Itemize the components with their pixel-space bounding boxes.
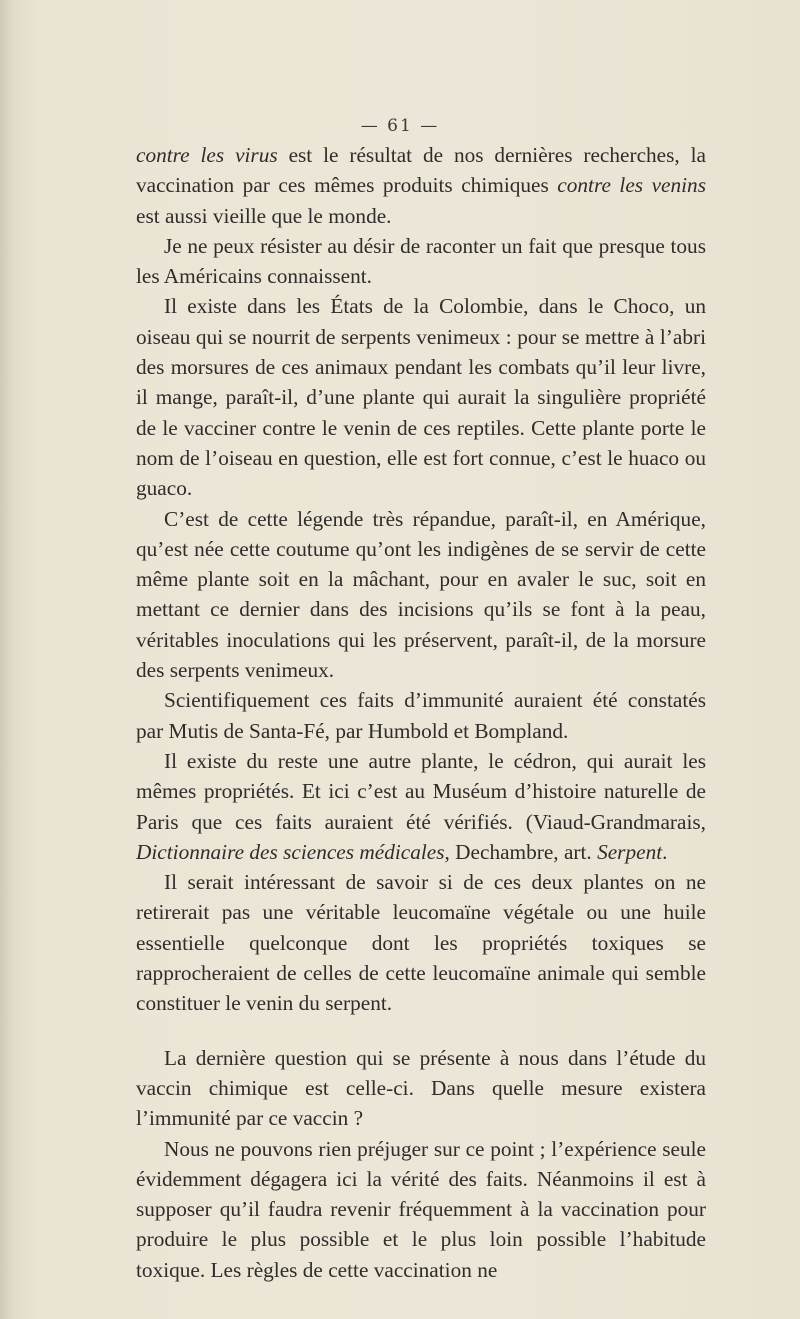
paragraph	[136, 1043, 706, 1134]
text-run: Il existe du reste une autre plante, le cédron, qui aurait les mêmes propriétés. Et ici c’est au Muséum d’histoire naturelle de Paris que ces faits auraient été vérifiés. (Viaud-Grandmarais,	[136, 748, 706, 834]
italic-text: Dictionnaire des sciences médicales	[136, 839, 445, 864]
text-run: est aussi vieille que le monde.	[136, 203, 392, 228]
page-number: — 61 —	[360, 116, 440, 136]
paragraph	[136, 1134, 706, 1285]
text-run: est le résultat de nos dernières recherches, la vaccination par ces mêmes produits chimiques	[136, 143, 706, 198]
text-run: Nous ne pouvons rien préjuger sur ce point ; l’expérience seule évidemment dégagera ici la vérité des faits. Néanmoins il est à supposer qu’il faudra revenir fréquemment à la vaccination pour produire le plus possible et le plus loin possible l’habitude toxique. Les règles de cette vaccination ne	[136, 1136, 706, 1282]
body-text	[136, 140, 706, 1285]
text-run: Il existe dans les États de la Colombie, dans le Choco, un oiseau qui se nourrit de serpents venimeux : pour se mettre à l’abri des morsures de ces animaux pendant les combats qu’il leur livre, il mange, paraît-il, d’une plante qui aurait la singulière propriété de le vacciner contre le venin de ces reptiles. Cette plante porte le nom de l’oiseau en question, elle est fort connue, c’est le huaco ou guaco.	[136, 294, 706, 501]
text-run: Je ne peux résister au désir de raconter un fait que presque tous les Américains connaissent.	[136, 233, 706, 289]
italic-text: contre les venins	[557, 173, 706, 198]
text-run: C’est de cette légende très répandue, paraît-il, en Amérique, qu’est née cette coutume qu’ont les indigènes de se servir de cette même plante soit en la mâchant, pour en avaler le suc, soit en mettant ce dernier dans des incisions qu’ils se font à la peau, véritables inoculations qui les préservent, paraît-il, de la morsure des serpents venimeux.	[136, 506, 706, 683]
paragraph	[136, 685, 706, 746]
paragraph	[136, 504, 706, 686]
text-run: Il serait intéressant de savoir si de ces deux plantes on ne retirerait pas une véritable leucomaïne végétale ou une huile essentielle quelconque dont les propriétés toxiques se rapprocheraient de celles de cette leucomaïne animale qui semble constituer le venin du serpent.	[136, 870, 706, 1016]
text-run: La dernière question qui se présente à nous dans l’étude du vaccin chimique est celle-ci. Dans quelle mesure existera l’immunité par ce vaccin ?	[136, 1045, 706, 1131]
italic-text: contre les virus	[136, 143, 278, 167]
text-run: Scientifiquement ces faits d’immunité auraient été constatés par Mutis de Santa-Fé, par Humbold et Bompland.	[136, 688, 706, 743]
italic-text: Serpent	[597, 839, 663, 864]
paragraph	[136, 231, 706, 292]
paragraph	[136, 867, 706, 1018]
paragraph	[136, 291, 706, 503]
paragraph	[136, 140, 706, 231]
paragraph	[136, 746, 706, 867]
text-run: .	[662, 839, 668, 864]
text-run: , Dechambre, art.	[444, 839, 598, 864]
